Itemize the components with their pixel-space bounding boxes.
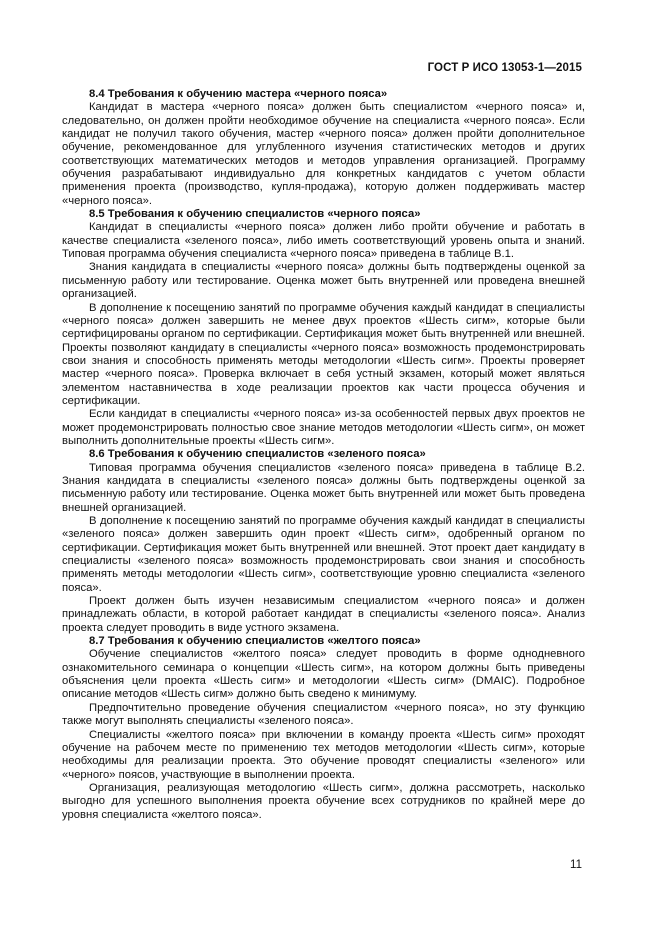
section-title: 8.4 Требования к обучению мастера «черного пояса» (89, 88, 388, 100)
section-title: 8.7 Требования к обучению специалистов «желтого пояса» (89, 635, 421, 648)
paragraph: Проект должен быть изучен независимым специалистом «черного пояса» и должен принадлежать области, в которой работает кандидат в специалисты «зеленого пояса». Анализ проекта следует проводить в виде устного экзамена. (62, 595, 585, 634)
paragraph: Кандидат в специалисты «черного пояса» должен либо пройти обучение и работать в качестве специалиста «зеленого пояса», либо иметь соответствующий уровень опыта и знаний. Типовая программа обучения специалиста «черного пояса» приведена в таблице В.1. (62, 221, 585, 261)
paragraph: Типовая программа обучения специалистов «зеленого пояса» приведена в таблице В.2. Знания кандидата в специалисты «зеленого пояса» должны быть подтверждены оценкой за письменную работу или тестирование. Оценка может быть внутренней или может быть проведена внешней организацией. (62, 461, 585, 514)
paragraph: Предпочтительно проведение обучения специалистом «черного пояса», но эту функцию также могут выполнять специалисты «зеленого пояса». (62, 701, 585, 728)
paragraph: Организация, реализующая методологию «Шесть сигм», должна рассмотреть, насколько выгодно для успешного выполнения проекта обучение всех сотрудников по крайней мере до уровня специалиста «желтого пояса». (62, 781, 585, 821)
paragraph: Обучение специалистов «желтого пояса» следует проводить в форме однодневного ознакомительного семинара о концепции «Шесть сигм», на котором должны быть приведены объяснения цели проекта «Шесть сигм» и методологии «Шесть сигм» (DMAIC). Подробное описание методов «Шесть сигм» должно быть сведено к минимуму. (62, 648, 585, 701)
section-8-5 (62, 208, 585, 448)
paragraph: Знания кандидата в специалисты «черного пояса» должны быть подтверждены оценкой за письменную работу или тестирование. Оценка может быть внутренней или проведена внешней организацией. (62, 261, 585, 301)
section-title: 8.6 Требования к обучению специалистов «зеленого пояса» (89, 448, 426, 461)
paragraph: В дополнение к посещению занятий по программе обучения каждый кандидат в специалисты «черного пояса» должен завершить не менее двух проектов «Шесть сигм», которые были сертифицированы органом по сертификации. Сертификация может быть внутренней или внешней. Проекты позволяют кандидату в специалисты «черного пояса» возможность продемонстрировать свои знания и способность применять методы методологии «Шесть сигм». Проекты проверяет мастер «черного пояса». Проверка включает в себя устный экзамен, который может являться элементом наставничества в ходе реализации проектов как части процесса обучения и сертификации. (62, 301, 585, 407)
paragraph: В дополнение к посещению занятий по программе обучения каждый кандидат в специалисты «зеленого пояса» должен завершить один проект «Шесть сигм», одобренный органом по сертификации. Сертификация может быть внутренней или внешней. Этот проект дает кандидату в специалисты «зеленого пояса» возможность продемонстрировать свои знания и способность применять методы методологии «Шесть сигм», соответствующие уровню специалиста «зеленого пояса». (62, 515, 585, 594)
page-number: 11 (570, 859, 582, 871)
paragraph: Если кандидат в специалисты «черного пояса» из-за особенностей первых двух проектов не может продемонстрировать полностью свое знание методов методологии «Шесть сигм», он может выполнить дополнительные проекты «Шесть сигм». (62, 408, 585, 447)
paragraph: Кандидат в мастера «черного пояса» должен быть специалистом «черного пояса» и, следовательно, он должен пройти необходимое обучение на специалиста «черного пояса». Если кандидат не получил такого обучения, мастер «черного пояса» должен пройти дополнительное обучение, рекомендованное для углубленного изучения статистических методов и других соответствующих математических методов и методов управления организацией. Программу обучения разрабатывают индивидуально для конкретных кандидатов с учетом области применения проекта (производство, купля-продажа), которую должен поддерживать мастер «черного пояса». (62, 101, 585, 207)
section-8-7 (62, 635, 585, 822)
document-body (62, 88, 585, 822)
paragraph: Специалисты «желтого пояса» при включении в команду проекта «Шесть сигм» проходят обучение на рабочем месте по применению тех методов методологии «Шесть сигм», которые необходимы для реализации проекта. Это обучение проводят специалисты «зеленого» или «черного» поясов, участвующие в выполнении проекта. (62, 728, 585, 781)
document-header: ГОСТ Р ИСО 13053-1—2015 (427, 62, 582, 74)
section-8-6 (62, 448, 585, 635)
section-8-4 (62, 88, 585, 208)
section-title: 8.5 Требования к обучению специалистов «черного пояса» (89, 208, 421, 221)
